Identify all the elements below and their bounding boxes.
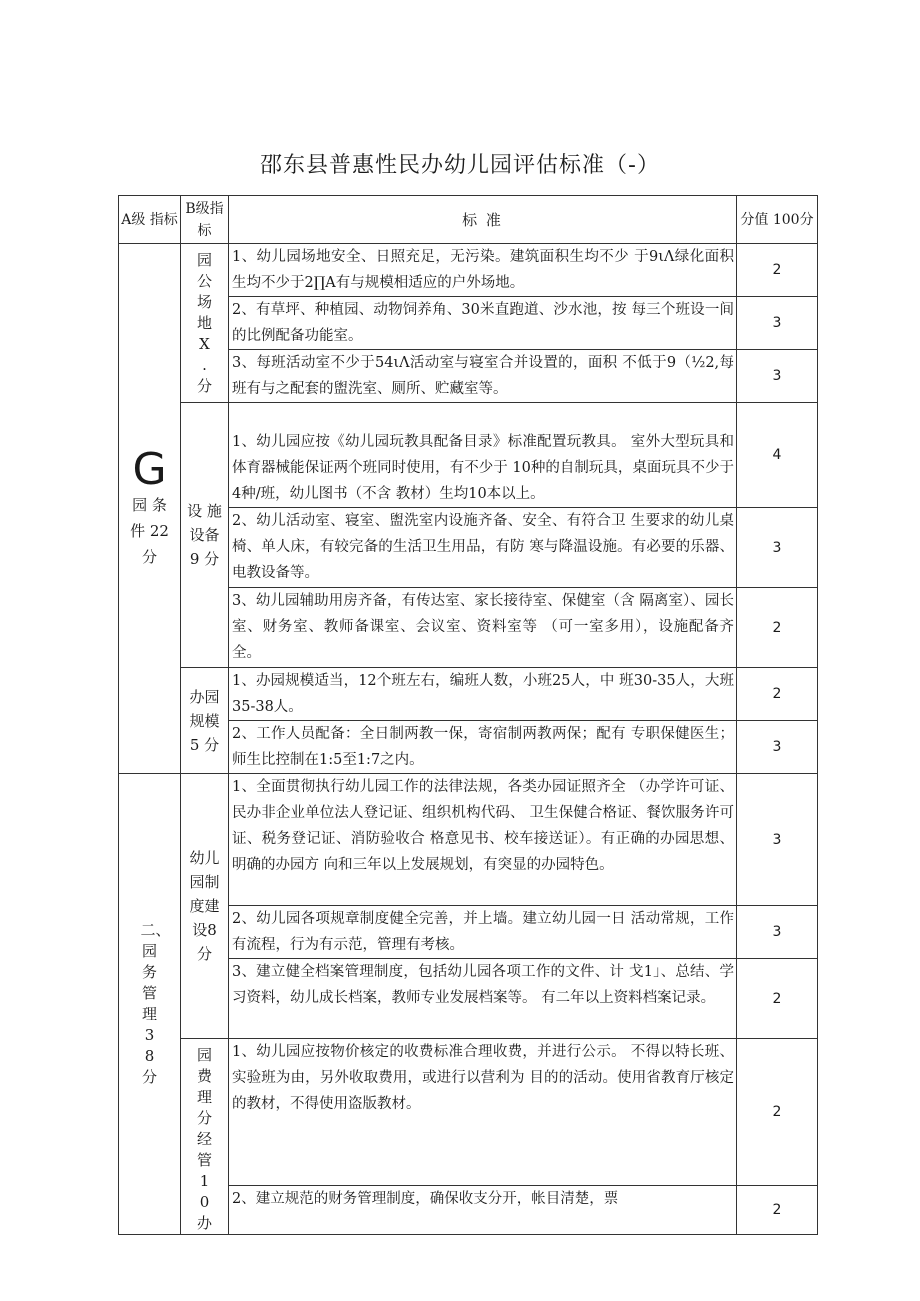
b-level-facilities xyxy=(181,403,229,668)
standard-text: 2、工作人员配备：全日制两教一保，寄宿制两教两保；配有 专职保健医生；师生比控制在1:5至1:7之内。 xyxy=(229,721,737,774)
standard-text: 1、全面贯彻执行幼儿园工作的法律法规，各类办园证照齐全 （办学许可证、民办非企业单位法人登记证、组织机构代码、 卫生保健合格证、餐饮服务许可证、税务登记证、消防验收合 格意见书、校车接送证）。有正确的办园思想、明确的办园方 向和三年以上发展规划，有突显的办园特色。 xyxy=(229,774,737,906)
score-value: 3 xyxy=(737,906,818,959)
score-value: 2 xyxy=(737,588,818,668)
section2-label: 二、园务管理38分 xyxy=(140,921,171,1086)
header-a-level: A级 指标 xyxy=(119,196,181,244)
standard-text: 3、建立健全档案管理制度，包括幼儿园各项工作的文件、计 戈1」、总结、学习资料，幼儿成长档案，教师专业发展档案等。 有二年以上资料档案记录。 xyxy=(229,959,737,1039)
standard-text: 2、幼儿活动室、寝室、盥洗室内设施齐备、安全、有符合卫 生要求的幼儿桌椅、单人床，有较完备的生活卫生用品，有防 寒与降温设施。有必要的乐器、电教设备等。 xyxy=(229,508,737,588)
table-row xyxy=(119,244,818,297)
b-level-site xyxy=(181,244,229,403)
scale-group-label: 办园规模5 分 xyxy=(189,687,220,754)
score-value: 3 xyxy=(737,508,818,588)
table-row xyxy=(119,668,818,721)
system-group-label: 幼儿园制度建设8 分 xyxy=(189,849,220,963)
score-value: 3 xyxy=(737,297,818,350)
standard-text: 2、有草坪、种植园、动物饲养角、30米直跑道、沙水池，按 每三个班设一间的比例配备功能室。 xyxy=(229,297,737,350)
standard-text: 2、幼儿园各项规章制度健全完善，并上墙。建立幼儿园一日 活动常规，工作有流程，行为有示范，管理有考核。 xyxy=(229,906,737,959)
score-value: 3 xyxy=(737,721,818,774)
standard-text: 1、幼儿园应按《幼儿园玩教具配备目录》标准配置玩教具。 室外大型玩具和体育器械能保证两个班同时使用，有不少于 10种的自制玩具，桌面玩具不少于4种/班，幼儿图书（不含 教材）生均10本以上。 xyxy=(229,403,737,508)
evaluation-table xyxy=(118,195,818,1235)
standard-text: 3、幼儿园辅助用房齐备，有传达室、家长接待室、保健室（含 隔离室）、园长室、财务室、教师备课室、会议室、资料室等 （可一室多用），设施配备齐全。 xyxy=(229,588,737,668)
standard-text: 1、办园规模适当，12个班左右，编班人数，小班25人，中 班30-35人，大班35-38人。 xyxy=(229,668,737,721)
header-b-level: B级指标 xyxy=(181,196,229,244)
table-row xyxy=(119,774,818,906)
score-value: 2 xyxy=(737,959,818,1039)
score-value: 2 xyxy=(737,244,818,297)
score-value: 4 xyxy=(737,403,818,508)
standard-text: 3、每班活动室不少于54ιΛ活动室与寝室合并设置的，面积 不低于9（½2,每班有与之配套的盥洗室、厕所、贮藏室等。 xyxy=(229,350,737,403)
header-standard: 标 准 xyxy=(229,196,737,244)
score-value: 3 xyxy=(737,350,818,403)
table-header xyxy=(119,196,818,244)
b-level-scale xyxy=(181,668,229,774)
section1-glyph: G xyxy=(132,443,167,495)
page-title: 邵东县普惠性民办幼儿园评估标准（-） xyxy=(260,153,660,178)
a-level-section2 xyxy=(119,774,181,1235)
b-level-system xyxy=(181,774,229,1039)
score-value: 3 xyxy=(737,774,818,906)
table-row xyxy=(119,403,818,508)
facilities-group-label: 设 施设备9 分 xyxy=(187,502,222,568)
table-row xyxy=(119,1039,818,1186)
site-group-label: 园公场地X .分 xyxy=(196,250,212,395)
standard-text: 1、幼儿园场地安全、日照充足，无污染。建筑面积生均不少 于9ιΛ绿化面积生均不少于2∏A有与规模相适应的户外场地。 xyxy=(229,244,737,297)
standard-text: 2、建立规范的财务管理制度，确保收支分开，帐目清楚，票 xyxy=(229,1185,737,1234)
score-value: 2 xyxy=(737,1185,818,1234)
b-level-finance xyxy=(181,1039,229,1235)
score-value: 2 xyxy=(737,1039,818,1186)
standard-text: 1、幼儿园应按物价核定的收费标准合理收费，并进行公示。 不得以特长班、实验班为由，另外收取费用，或进行以营利为 目的的活动。使用省教育厅核定的教材，不得使用盗版教材。 xyxy=(229,1039,737,1186)
a-level-section1 xyxy=(119,244,181,774)
score-value: 2 xyxy=(737,668,818,721)
header-score: 分值 100分 xyxy=(737,196,818,244)
finance-group-label: 园费理分经管10办 xyxy=(196,1046,212,1232)
section1-label: 园 条件 22分 xyxy=(130,495,169,566)
